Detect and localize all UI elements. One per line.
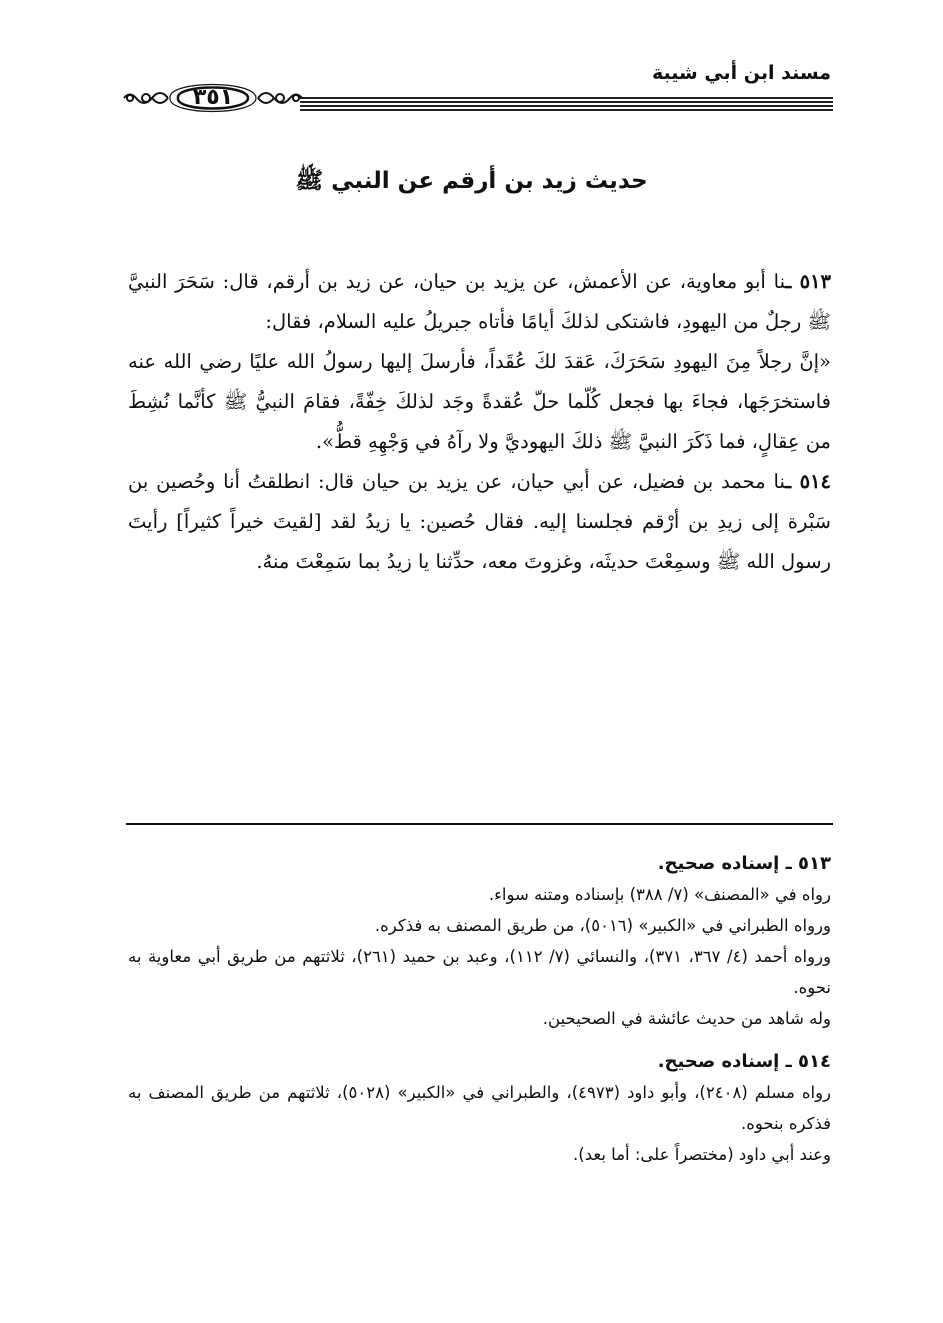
- footnote-line: رواه مسلم (٢٤٠٨)، وأبو داود (٤٩٧٣)، والطبراني في «الكبير» (٥٠٢٨)، ثلاثتهم من طريق المصنف به فذكره بنحوه.: [128, 1083, 832, 1133]
- footnotes: [128, 848, 831, 1182]
- footnote-line: وله شاهد من حديث عائشة في الصحيحين.: [542, 1009, 831, 1028]
- hadith-number: ٥١٣ ـ: [785, 270, 831, 293]
- hadith-number: ٥١٤ ـ: [785, 470, 831, 493]
- footnote-heading: ٥١٤ ـ إسناده صحيح.: [657, 1051, 831, 1072]
- footnote-513: [128, 848, 831, 1034]
- hadith-514-paragraph: [128, 462, 831, 582]
- footnote-514: [128, 1046, 831, 1170]
- page-number: ٣٥١: [192, 85, 234, 110]
- footnote-line: رواه في «المصنف» (٧/ ٣٨٨) بإسناده ومتنه سواء.: [488, 885, 831, 904]
- hadith-text: نا محمد بن فضيل، عن أبي حيان، عن يزيد بن حيان قال: انطلقتُ أنا وحُصين بن سَبْرة إلى زيدِ بن أرْقم فجلسنا إليه. فقال حُصين: يا زيدُ لقد [لقيتَ خيراً كثيراً] رأيتَ رسول الله ﷺ وسمِعْتَ حديثَه، وغزوتَ معه، حدِّثنا يا زيدُ بما سَمِعْتَ منهُ.: [128, 470, 831, 573]
- hadith-513-quote: «إنَّ رجلاً مِنَ اليهودِ سَحَرَكَ، عَقدَ لكَ عُقَداً، فأرسلَ إليها رسولُ الله عليًا رضي الله عنه فاستخرَجَها، فجاءَ بها فجعل كُلّما حلّ عُقدةً وجَد لذلكَ خِفّةً، فقامَ النبيُّ ﷺ كأنَّما نُشِطَ من عِقالٍ، فما ذَكَرَ النبيَّ ﷺ ذلكَ اليهوديَّ ولا رآهُ في وَجْهِهِ قطُّ».: [128, 350, 831, 453]
- footnote-line: ورواه الطبراني في «الكبير» (٥٠١٦)، من طريق المصنف به فذكره.: [374, 916, 831, 935]
- footnote-heading: ٥١٣ ـ إسناده صحيح.: [657, 853, 831, 874]
- running-title: مسند ابن أبي شيبة: [651, 62, 831, 84]
- footnote-line: وعند أبي داود (مختصراً على: أما بعد).: [573, 1145, 831, 1164]
- hadith-513-paragraph: [128, 262, 831, 342]
- chapter-title: حديث زيد بن أرقم عن النبي ﷺ: [295, 168, 648, 194]
- header-rule: [300, 97, 833, 111]
- main-text: [128, 262, 831, 582]
- footnote-line: ورواه أحمد (٤/ ٣٦٧، ٣٧١)، والنسائي (٧/ ١١٢)، وعبد بن حميد (٢٦١)، ثلاثتهم من طريق أبي معاوية به نحوه.: [128, 947, 832, 997]
- footnote-separator: [126, 823, 833, 825]
- hadith-text: نا أبو معاوية، عن الأعمش، عن يزيد بن حيان، عن زيد بن أرقم، قال: سَحَرَ النبيَّ ﷺ رجلٌ من اليهودِ، فاشتكى لذلكَ أيامًا فأتاه جبريلُ عليه السلام، فقال:: [128, 270, 831, 333]
